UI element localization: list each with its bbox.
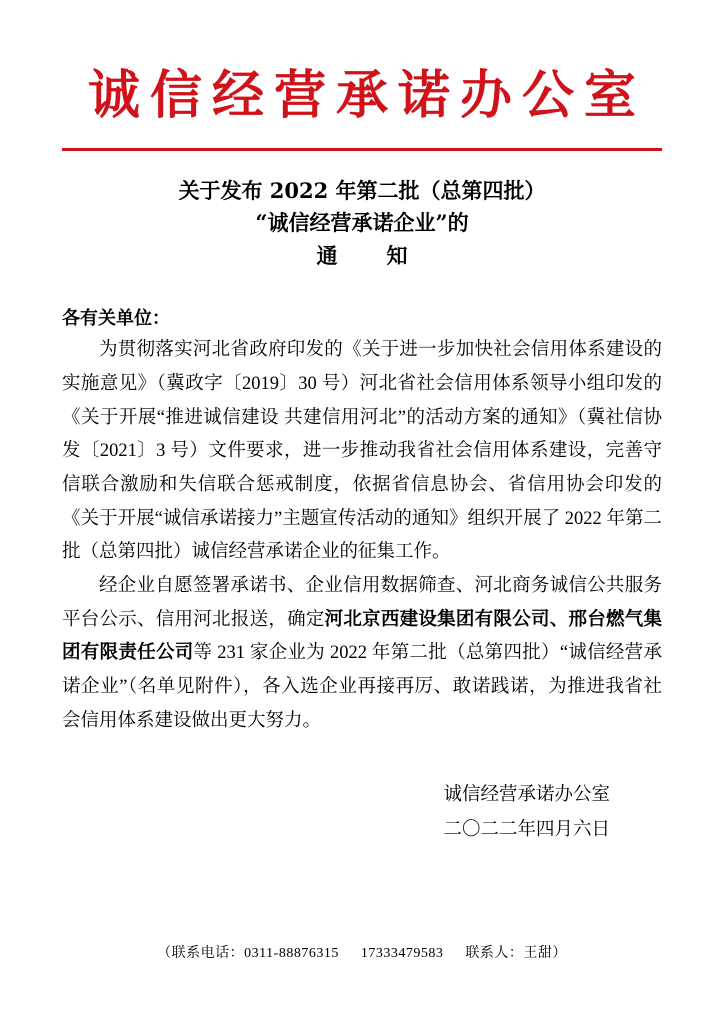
signature-department: 诚信经营承诺办公室 [443, 785, 610, 806]
paragraph-2-lead: 经企业自愿签署承诺书、企业信用数据筛查、河北商务诚信公共服务平台公示、信用河北报送，确定 [62, 576, 662, 630]
document-body [62, 334, 662, 738]
title-line-1: 关于发布 2022 年第二批（总第四批） [178, 177, 546, 203]
footer-contact-person: 联系人：王甜） [465, 946, 567, 961]
footer-phone-1: （联系电话：0311-88876315 [157, 946, 339, 961]
title-line-2: “诚信经营承诺企业”的 [255, 210, 469, 236]
paragraph-2-tail: 等 231 家企业为 2022 年第二批（总第四批）“诚信经营承诺企业”（名单见附件），各入选企业再接再厉、敢诺践诺，为推进我省社会信用体系建设做出更大努力。 [62, 643, 662, 731]
letterhead-title: 诚信经营承诺办公室 [87, 65, 646, 126]
highlighted-company-names: 河北京西建设集团有限公司、邢台燃气集团有限责任公司 [62, 609, 662, 664]
document-title [62, 175, 662, 273]
footer-phone-2: 17333479583 [360, 946, 444, 961]
paragraph-2 [62, 570, 662, 738]
paragraph-1: 为贯彻落实河北省政府印发的《关于进一步加快社会信用体系建设的实施意见》（冀政字〔2019〕30 号）河北省社会信用体系领导小组印发的《关于开展“推进诚信建设 共建信用河北”的活动方案的通知》（冀社信协发〔2021〕3 号）文件要求，进一步推动我省社会信用体系建设，完善守信联合激励和失信联合惩戒制度，依据省信息协会、省信用协会印发的《关于开展“诚信承诺接力”主题宣传活动的通知》组织开展了 2022 年第二批（总第四批）诚信经营承诺企业的征集工作。 [62, 340, 662, 563]
salutation: 各有关单位： [62, 308, 170, 330]
signature-block [62, 778, 662, 848]
signature-date: 二〇二二年四月六日 [443, 820, 610, 841]
title-line-3: 通 知 [316, 242, 422, 268]
footer-contact [0, 942, 724, 962]
letterhead-divider [62, 148, 662, 151]
